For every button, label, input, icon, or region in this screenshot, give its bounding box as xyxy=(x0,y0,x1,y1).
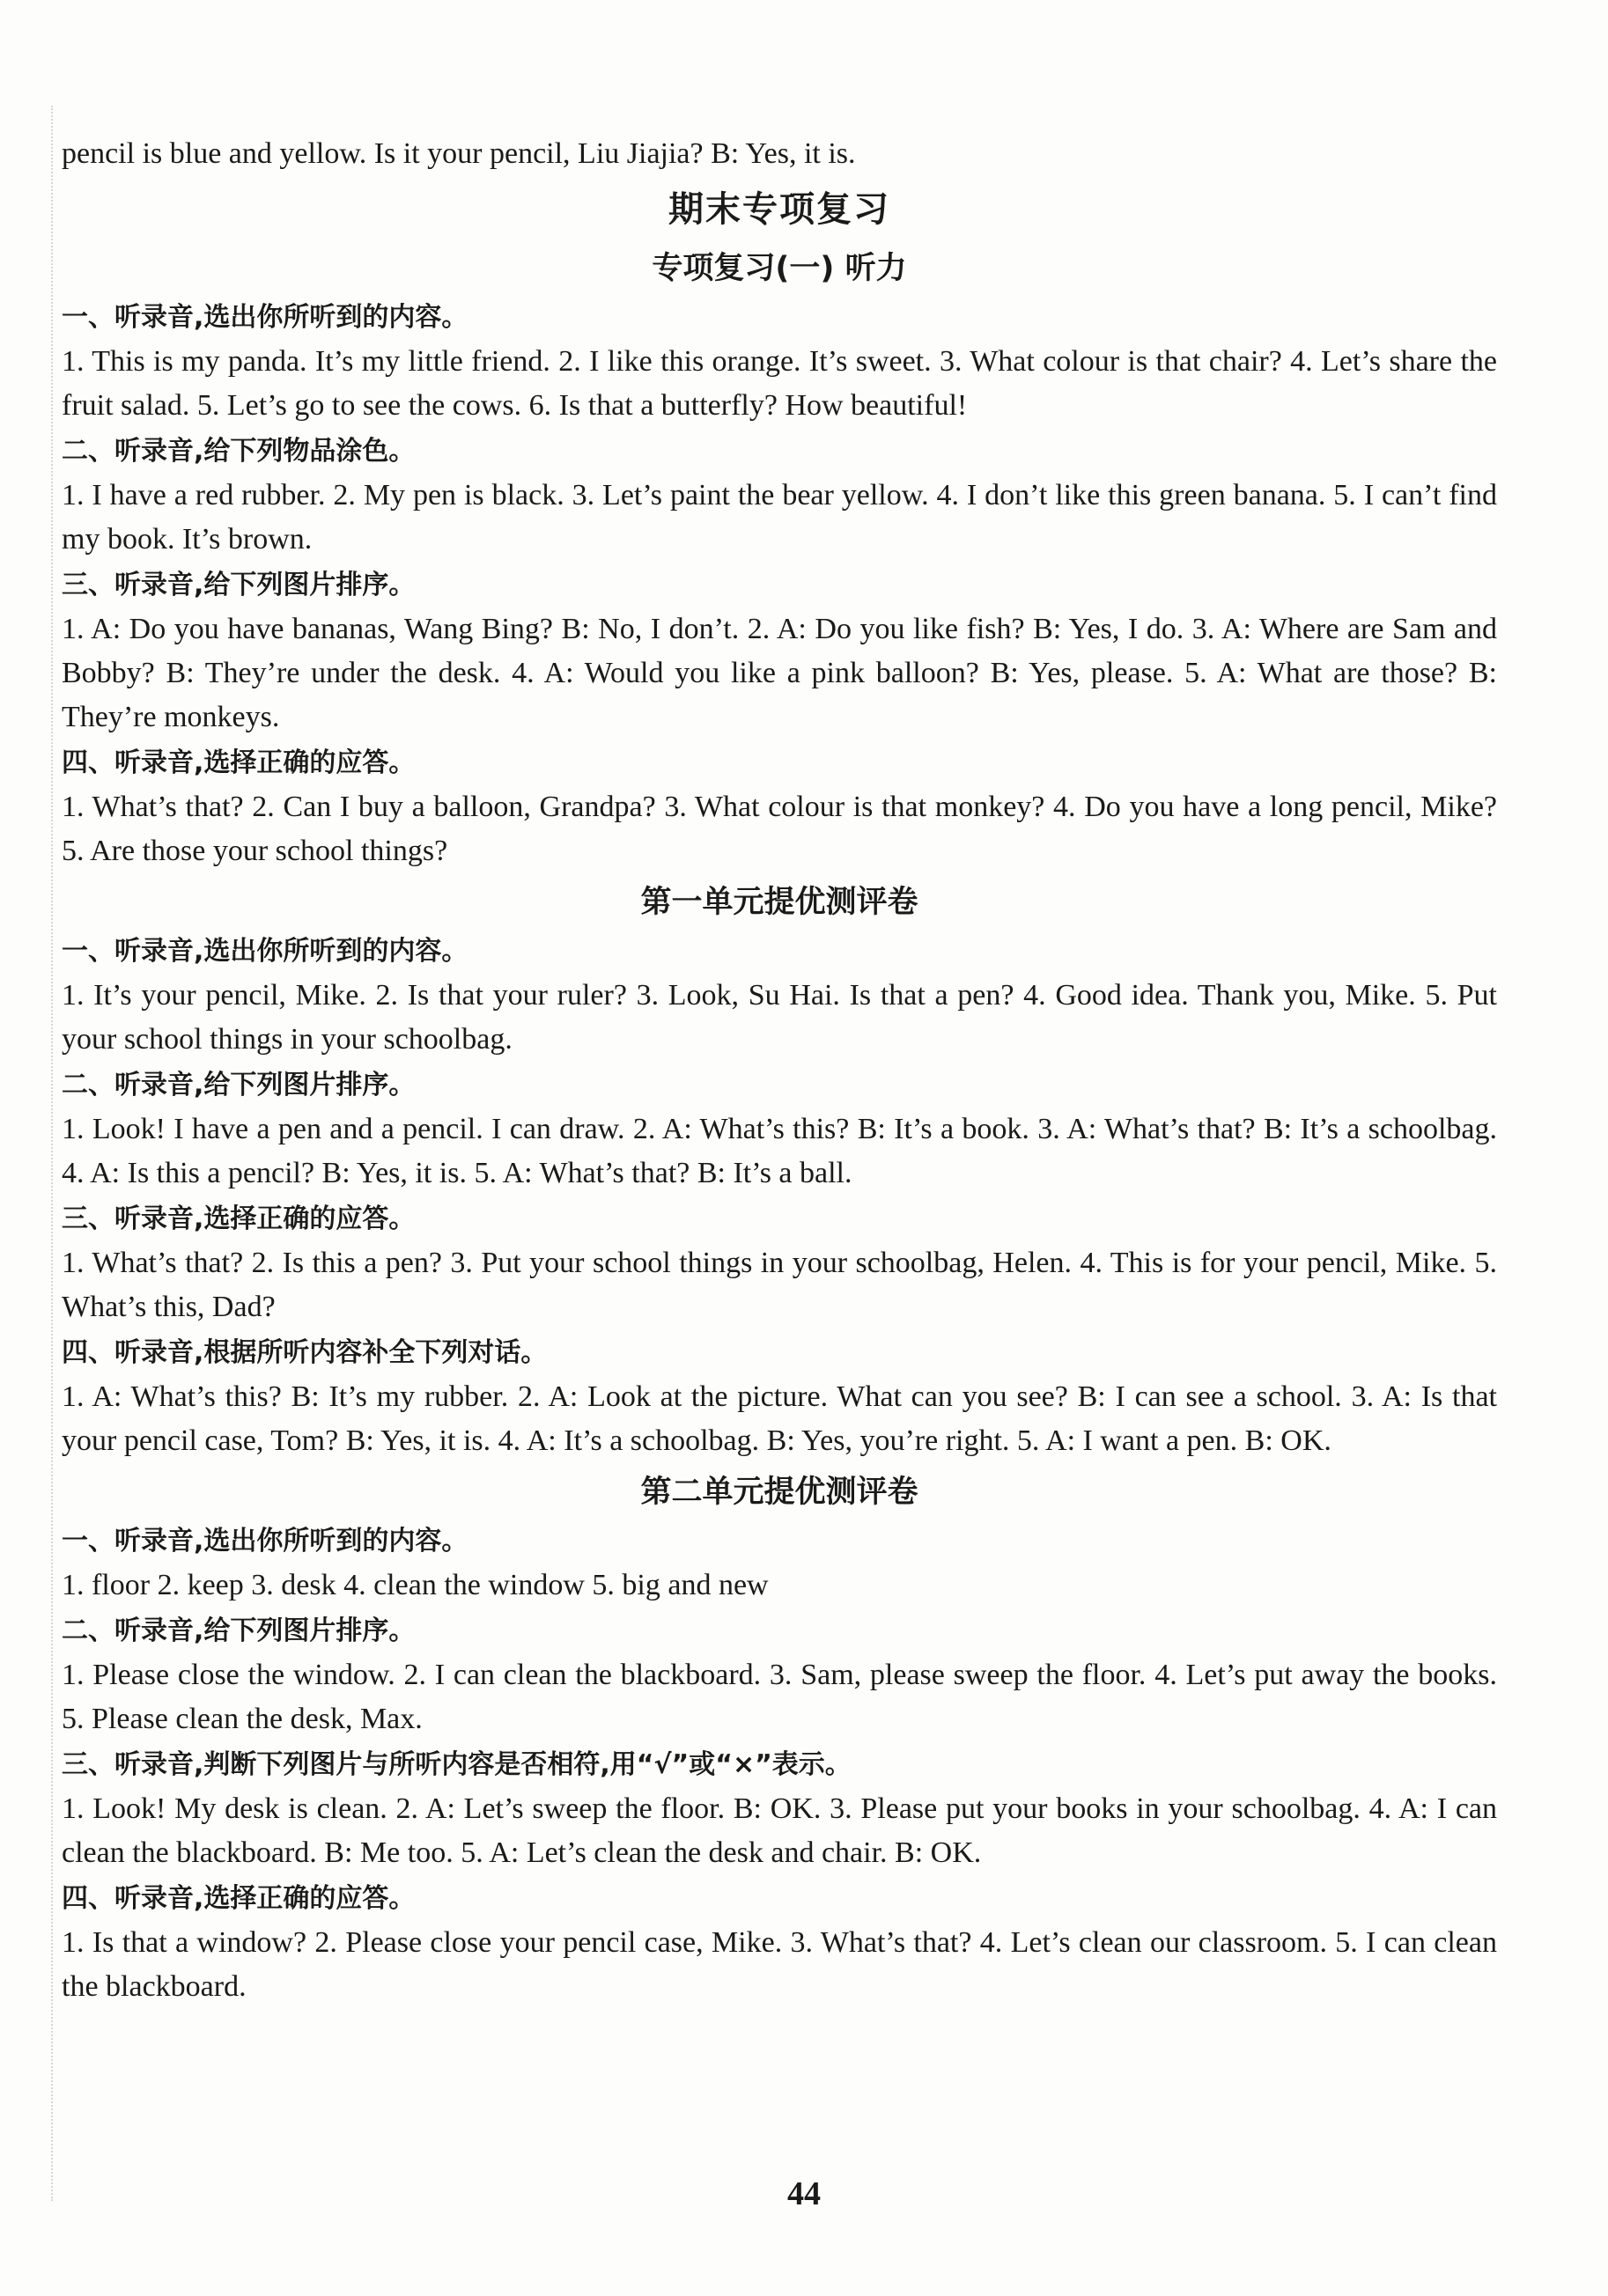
section-heading: 四、听录音,选择正确的应答。 xyxy=(62,1883,416,1914)
section-heading: 二、听录音,给下列图片排序。 xyxy=(62,1615,416,1646)
section-heading: 四、听录音,根据所听内容补全下列对话。 xyxy=(62,1337,548,1368)
main-title: 期末专项复习 xyxy=(668,189,890,230)
intro-line: pencil is blue and yellow. Is it your pencil, Liu Jiajia? B: Yes, it is. xyxy=(62,137,856,170)
section-text: 1. Please close the window. 2. I can clean the blackboard. 3. Sam, please sweep the floor. 4. Let’s put away the books. 5. Please clean the desk, Max. xyxy=(62,1659,1497,1735)
unit2-block xyxy=(62,1468,1497,2009)
section-text: 1. Is that a window? 2. Please close your pencil case, Mike. 3. What’s that? 4. Let’s clean our classroom. 5. I can clean the blackboard. xyxy=(62,1926,1497,2003)
section-text: 1. It’s your pencil, Mike. 2. Is that your ruler? 3. Look, Su Hai. Is that a pen? 4. Good idea. Thank you, Mike. 5. Put your school things in your schoolbag. xyxy=(62,979,1497,1056)
special-review-title: 专项复习(一) 听力 xyxy=(652,251,907,286)
section-heading: 一、听录音,选出你所听到的内容。 xyxy=(62,936,468,967)
unit2-title: 第二单元提优测评卷 xyxy=(640,1475,918,1510)
section-text: 1. Look! I have a pen and a pencil. I can draw. 2. A: What’s this? B: It’s a book. 3. A: What’s that? B: It’s a schoolbag. 4. A: Is this a pencil? B: Yes, it is. 5. A: What’s that? B: It’s a ball. xyxy=(62,1113,1497,1189)
special-review-block xyxy=(62,245,1497,873)
section-text: 1. Look! My desk is clean. 2. A: Let’s sweep the floor. B: OK. 3. Please put your books in your schoolbag. 4. A: I can clean the blackboard. B: Me too. 5. A: Let’s clean the desk and chair. B: OK. xyxy=(62,1792,1497,1869)
section-text: 1. This is my panda. It’s my little friend. 2. I like this orange. It’s sweet. 3. What colour is that chair? 4. Let’s share the fruit salad. 5. Let’s go to see the cows. 6. Is that a butterfly? How beautiful! xyxy=(62,345,1497,422)
section-text: 1. A: What’s this? B: It’s my rubber. 2. A: Look at the picture. What can you see? B: I can see a school. 3. A: Is that your pencil case, Tom? B: Yes, it is. 4. A: It’s a schoolbag. B: Yes, you’re right. 5. A: I want a pen. B: OK. xyxy=(62,1380,1497,1457)
section-text: 1. A: Do you have bananas, Wang Bing? B: No, I don’t. 2. A: Do you like fish? B: Yes, I do. 3. A: Where are Sam and Bobby? B: They’re under the desk. 4. A: Would you like a pink balloon? B: Yes, please. 5. A: What are those? B: They’re monkeys. xyxy=(62,613,1497,733)
section-text: 1. floor 2. keep 3. desk 4. clean the window 5. big and new xyxy=(62,1569,769,1601)
section-text: 1. What’s that? 2. Can I buy a balloon, Grandpa? 3. What colour is that monkey? 4. Do you have a long pencil, Mike? 5. Are those your school things? xyxy=(62,791,1497,867)
section-heading: 一、听录音,选出你所听到的内容。 xyxy=(62,1526,468,1556)
section-heading: 四、听录音,选择正确的应答。 xyxy=(62,747,416,778)
section-heading: 二、听录音,给下列图片排序。 xyxy=(62,1070,416,1100)
section-heading: 二、听录音,给下列物品涂色。 xyxy=(62,436,416,467)
binding-dotted-line xyxy=(51,106,53,2201)
section-heading: 三、听录音,选择正确的应答。 xyxy=(62,1203,416,1234)
section-text: 1. What’s that? 2. Is this a pen? 3. Put your school things in your schoolbag, Helen. 4. This is for your pencil, Mike. 5. What’s this, Dad? xyxy=(62,1247,1497,1323)
unit1-title: 第一单元提优测评卷 xyxy=(640,885,918,920)
page-number: 44 xyxy=(787,2175,821,2212)
unit1-block xyxy=(62,879,1497,1463)
section-heading: 三、听录音,判断下列图片与所听内容是否相符,用“√”或“×”表示。 xyxy=(62,1749,852,1780)
page-content xyxy=(62,132,1497,2009)
section-text: 1. I have a red rubber. 2. My pen is black. 3. Let’s paint the bear yellow. 4. I don’t like this green banana. 5. I can’t find my book. It’s brown. xyxy=(62,479,1497,556)
section-heading: 三、听录音,给下列图片排序。 xyxy=(62,570,416,600)
section-heading: 一、听录音,选出你所听到的内容。 xyxy=(62,302,468,333)
